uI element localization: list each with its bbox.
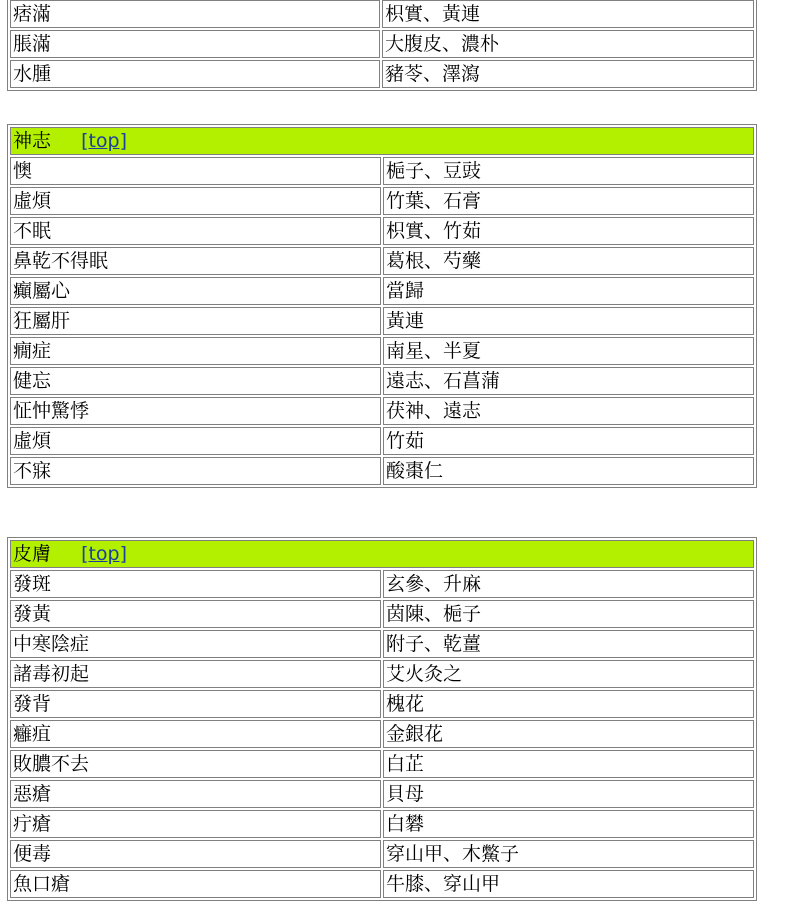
herbs-cell: 枳實、黃連 [382, 0, 754, 28]
symptom-cell: 狂屬肝 [10, 307, 381, 335]
section-title: 神志 [13, 130, 52, 152]
symptom-cell: 健忘 [10, 367, 381, 395]
table-row [10, 187, 754, 215]
table-row [10, 60, 754, 88]
symptom-cell: 怔忡驚悸 [10, 397, 381, 425]
table-row [10, 810, 754, 838]
table-row [10, 30, 754, 58]
section-header-cell [10, 540, 754, 568]
table-row [10, 0, 754, 28]
top-link[interactable]: [top] [81, 543, 128, 565]
table-body [10, 540, 754, 898]
table-row [10, 277, 754, 305]
herbs-cell: 酸棗仁 [383, 457, 754, 485]
table-row [10, 720, 754, 748]
herbs-cell: 槐花 [383, 690, 754, 718]
symptom-cell: 便毒 [10, 840, 381, 868]
symptom-cell: 魚口瘡 [10, 870, 381, 898]
symptom-cell: 虛煩 [10, 427, 381, 455]
section-title: 皮膚 [13, 543, 52, 565]
herbs-cell: 金銀花 [383, 720, 754, 748]
table-row [10, 217, 754, 245]
symptom-cell: 懊 [10, 157, 381, 185]
table-row [10, 570, 754, 598]
herbs-cell: 玄參、升麻 [383, 570, 754, 598]
section-header-row [10, 127, 754, 155]
herbs-cell: 當歸 [383, 277, 754, 305]
herbs-cell: 竹茹 [383, 427, 754, 455]
herbs-cell: 豬苓、澤瀉 [382, 60, 754, 88]
table-row [10, 600, 754, 628]
symptom-cell: 癰疽 [10, 720, 381, 748]
symptom-cell: 虛煩 [10, 187, 381, 215]
herbs-cell: 枳實、竹茹 [383, 217, 754, 245]
symptom-cell: 癇症 [10, 337, 381, 365]
table-row [10, 397, 754, 425]
symptom-cell: 疔瘡 [10, 810, 381, 838]
table-row [10, 337, 754, 365]
table-row [10, 660, 754, 688]
herbs-cell: 貝母 [383, 780, 754, 808]
table-row [10, 427, 754, 455]
symptom-cell: 痞滿 [10, 0, 380, 28]
herbs-cell: 竹葉、石膏 [383, 187, 754, 215]
table-row [10, 630, 754, 658]
table-row [10, 157, 754, 185]
herbs-cell: 黃連 [383, 307, 754, 335]
symptom-cell: 惡瘡 [10, 780, 381, 808]
table-body [10, 0, 754, 88]
table-row [10, 367, 754, 395]
table-row [10, 690, 754, 718]
herbs-cell: 茵陳、梔子 [383, 600, 754, 628]
herbs-cell: 梔子、豆豉 [383, 157, 754, 185]
herbs-cell: 白礬 [383, 810, 754, 838]
table-row [10, 840, 754, 868]
mind-section-table [7, 124, 757, 488]
table-row [10, 307, 754, 335]
symptom-cell: 鼻乾不得眠 [10, 247, 381, 275]
symptom-cell: 中寒陰症 [10, 630, 381, 658]
table-row [10, 457, 754, 485]
symptom-cell: 癲屬心 [10, 277, 381, 305]
table-row [10, 870, 754, 898]
herbs-cell: 牛膝、穿山甲 [383, 870, 754, 898]
herbs-cell: 南星、半夏 [383, 337, 754, 365]
symptom-herb-table-continued [7, 0, 757, 91]
herbs-cell: 穿山甲、木鱉子 [383, 840, 754, 868]
herbs-cell: 艾火灸之 [383, 660, 754, 688]
symptom-cell: 諸毒初起 [10, 660, 381, 688]
table-row [10, 247, 754, 275]
symptom-cell: 不寐 [10, 457, 381, 485]
symptom-cell: 發黃 [10, 600, 381, 628]
symptom-cell: 敗膿不去 [10, 750, 381, 778]
symptom-cell: 發背 [10, 690, 381, 718]
herbs-cell: 白芷 [383, 750, 754, 778]
top-link[interactable]: [top] [81, 130, 128, 152]
table-row [10, 780, 754, 808]
symptom-cell: 發斑 [10, 570, 381, 598]
herbs-cell: 葛根、芍藥 [383, 247, 754, 275]
herbs-cell: 附子、乾薑 [383, 630, 754, 658]
section-header-row [10, 540, 754, 568]
symptom-cell: 不眠 [10, 217, 381, 245]
table-body [10, 127, 754, 485]
symptom-cell: 脹滿 [10, 30, 380, 58]
section-header-cell [10, 127, 754, 155]
herbs-cell: 茯神、遠志 [383, 397, 754, 425]
skin-section-table [7, 537, 757, 901]
table-row [10, 750, 754, 778]
symptom-cell: 水腫 [10, 60, 380, 88]
herbs-cell: 遠志、石菖蒲 [383, 367, 754, 395]
herbs-cell: 大腹皮、濃朴 [382, 30, 754, 58]
